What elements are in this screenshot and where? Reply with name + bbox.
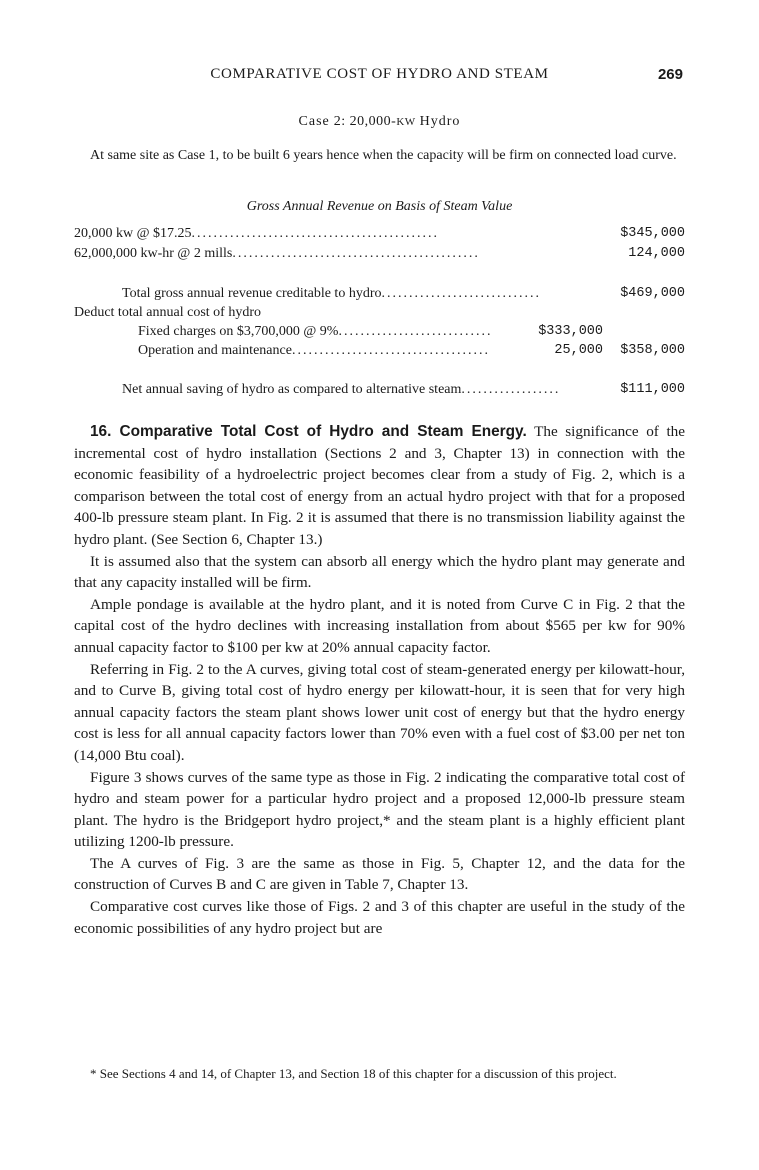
case-intro: At same site as Case 1, to be built 6 years hence when the capacity will be firm on connected load curve. — [90, 148, 677, 163]
leader-dots: ............................................. — [191, 226, 440, 241]
row-value: $345,000 — [620, 226, 685, 241]
paragraph: It is assumed also that the system can absorb all energy which the hydro plant may generate and that any capacity installed will be firm. — [74, 552, 685, 592]
section-heading: 16. Comparative Total Cost of Hydro and Steam Energy. — [90, 423, 527, 440]
case-unit: KW — [396, 116, 416, 128]
running-title: COMPARATIVE COST OF HYDRO AND STEAM — [210, 66, 549, 82]
row-label: Fixed charges on $3,700,000 @ 9% — [138, 324, 339, 339]
leader-dots: ............................. — [381, 286, 541, 301]
paragraph: Referring in Fig. 2 to the A curves, giving total cost of steam-generated energy per kilowatt-hour, and to Curve B, giving total cost of hydro energy per kilowatt-hour, it is seen that for very high annual capacity factors the steam plant shows lower unit cost of energy but that the hydro energy cost is less for all annual capacity factors lower than 70% even with a fuel cost of $3.00 per net ton (14,000 Btu coal). — [74, 660, 685, 764]
row-label: Net annual saving of hydro as compared to alternative steam — [122, 382, 462, 397]
row-value: $111,000 — [620, 382, 685, 397]
table-row — [74, 246, 685, 266]
page-number: 269 — [657, 66, 683, 83]
row-label: Total gross annual revenue creditable to hydro — [122, 286, 382, 301]
table-caption: Gross Annual Revenue on Basis of Steam Value — [246, 199, 513, 214]
row-label: Deduct total annual cost of hydro — [74, 305, 262, 320]
paragraph-text: The significance of the incremental cost of hydro installation (Sections 2 and 3, Chapter 13) in connection with the economic feasibility of a hydroelectric project becomes clear from a study of Fig. 2, which is a comparison between the total cost of energy from an actual hydro project with that for a proposed 400-lb pressure steam plant. In Fig. 2 it is assumed that there is no transmission liability against the hydro plant. (See Section 6, Chapter 13.) — [74, 423, 685, 548]
row-label: 20,000 kw @ $17.25 — [74, 226, 192, 241]
paragraph: The A curves of Fig. 3 are the same as those in Fig. 5, Chapter 12, and the data for the construction of Curves B and C are given in Table 7, Chapter 13. — [74, 854, 685, 894]
leader-dots: .................. — [461, 382, 561, 397]
row-value: 124,000 — [628, 246, 685, 261]
row-subtotal: 25,000 — [554, 343, 603, 358]
running-head — [0, 66, 759, 86]
row-value: $358,000 — [620, 343, 685, 358]
paragraph: Comparative cost curves like those of Figs. 2 and 3 of this chapter are useful in the study of the economic possibilities of any hydro project but are — [74, 898, 685, 937]
table-row — [74, 226, 685, 246]
table-row — [74, 324, 685, 344]
table-row — [74, 286, 685, 306]
case-number: 2: 20,000- — [333, 114, 397, 129]
paragraph — [74, 421, 685, 551]
table-row — [74, 343, 685, 363]
case-heading — [0, 114, 759, 130]
section-16 — [74, 421, 685, 939]
row-label: Operation and maintenance — [138, 343, 292, 358]
leader-dots: ............................ — [338, 324, 493, 339]
leader-dots: .................................... — [291, 343, 490, 358]
case-label: Case — [298, 114, 330, 129]
row-label: 62,000,000 kw-hr @ 2 mills — [74, 246, 233, 261]
paragraph: Ample pondage is available at the hydro plant, and it is noted from Curve C in Fig. 2 that the capital cost of the hydro declines with increasing installation from about $565 per kw for 90% annual capacity factor to $100 per kw at 20% annual capacity factor. — [74, 595, 685, 656]
table-row — [74, 305, 685, 325]
leader-dots: ............................................. — [232, 246, 480, 261]
table-row — [74, 382, 685, 402]
row-subtotal: $333,000 — [538, 324, 603, 339]
row-value: $469,000 — [620, 286, 685, 301]
footnote: * See Sections 4 and 14, of Chapter 13, and Section 18 of this chapter for a discussion of this project. — [90, 1066, 617, 1081]
paragraph: Figure 3 shows curves of the same type as those in Fig. 2 indicating the comparative total cost of hydro and steam power for a particular hydro project and a proposed 12,000-lb pressure steam plant. The hydro is the Bridgeport hydro project,* and the steam plant is a highly efficient plant utilizing 1200-lb pressure. — [74, 768, 685, 851]
case-type: Hydro — [419, 114, 461, 129]
